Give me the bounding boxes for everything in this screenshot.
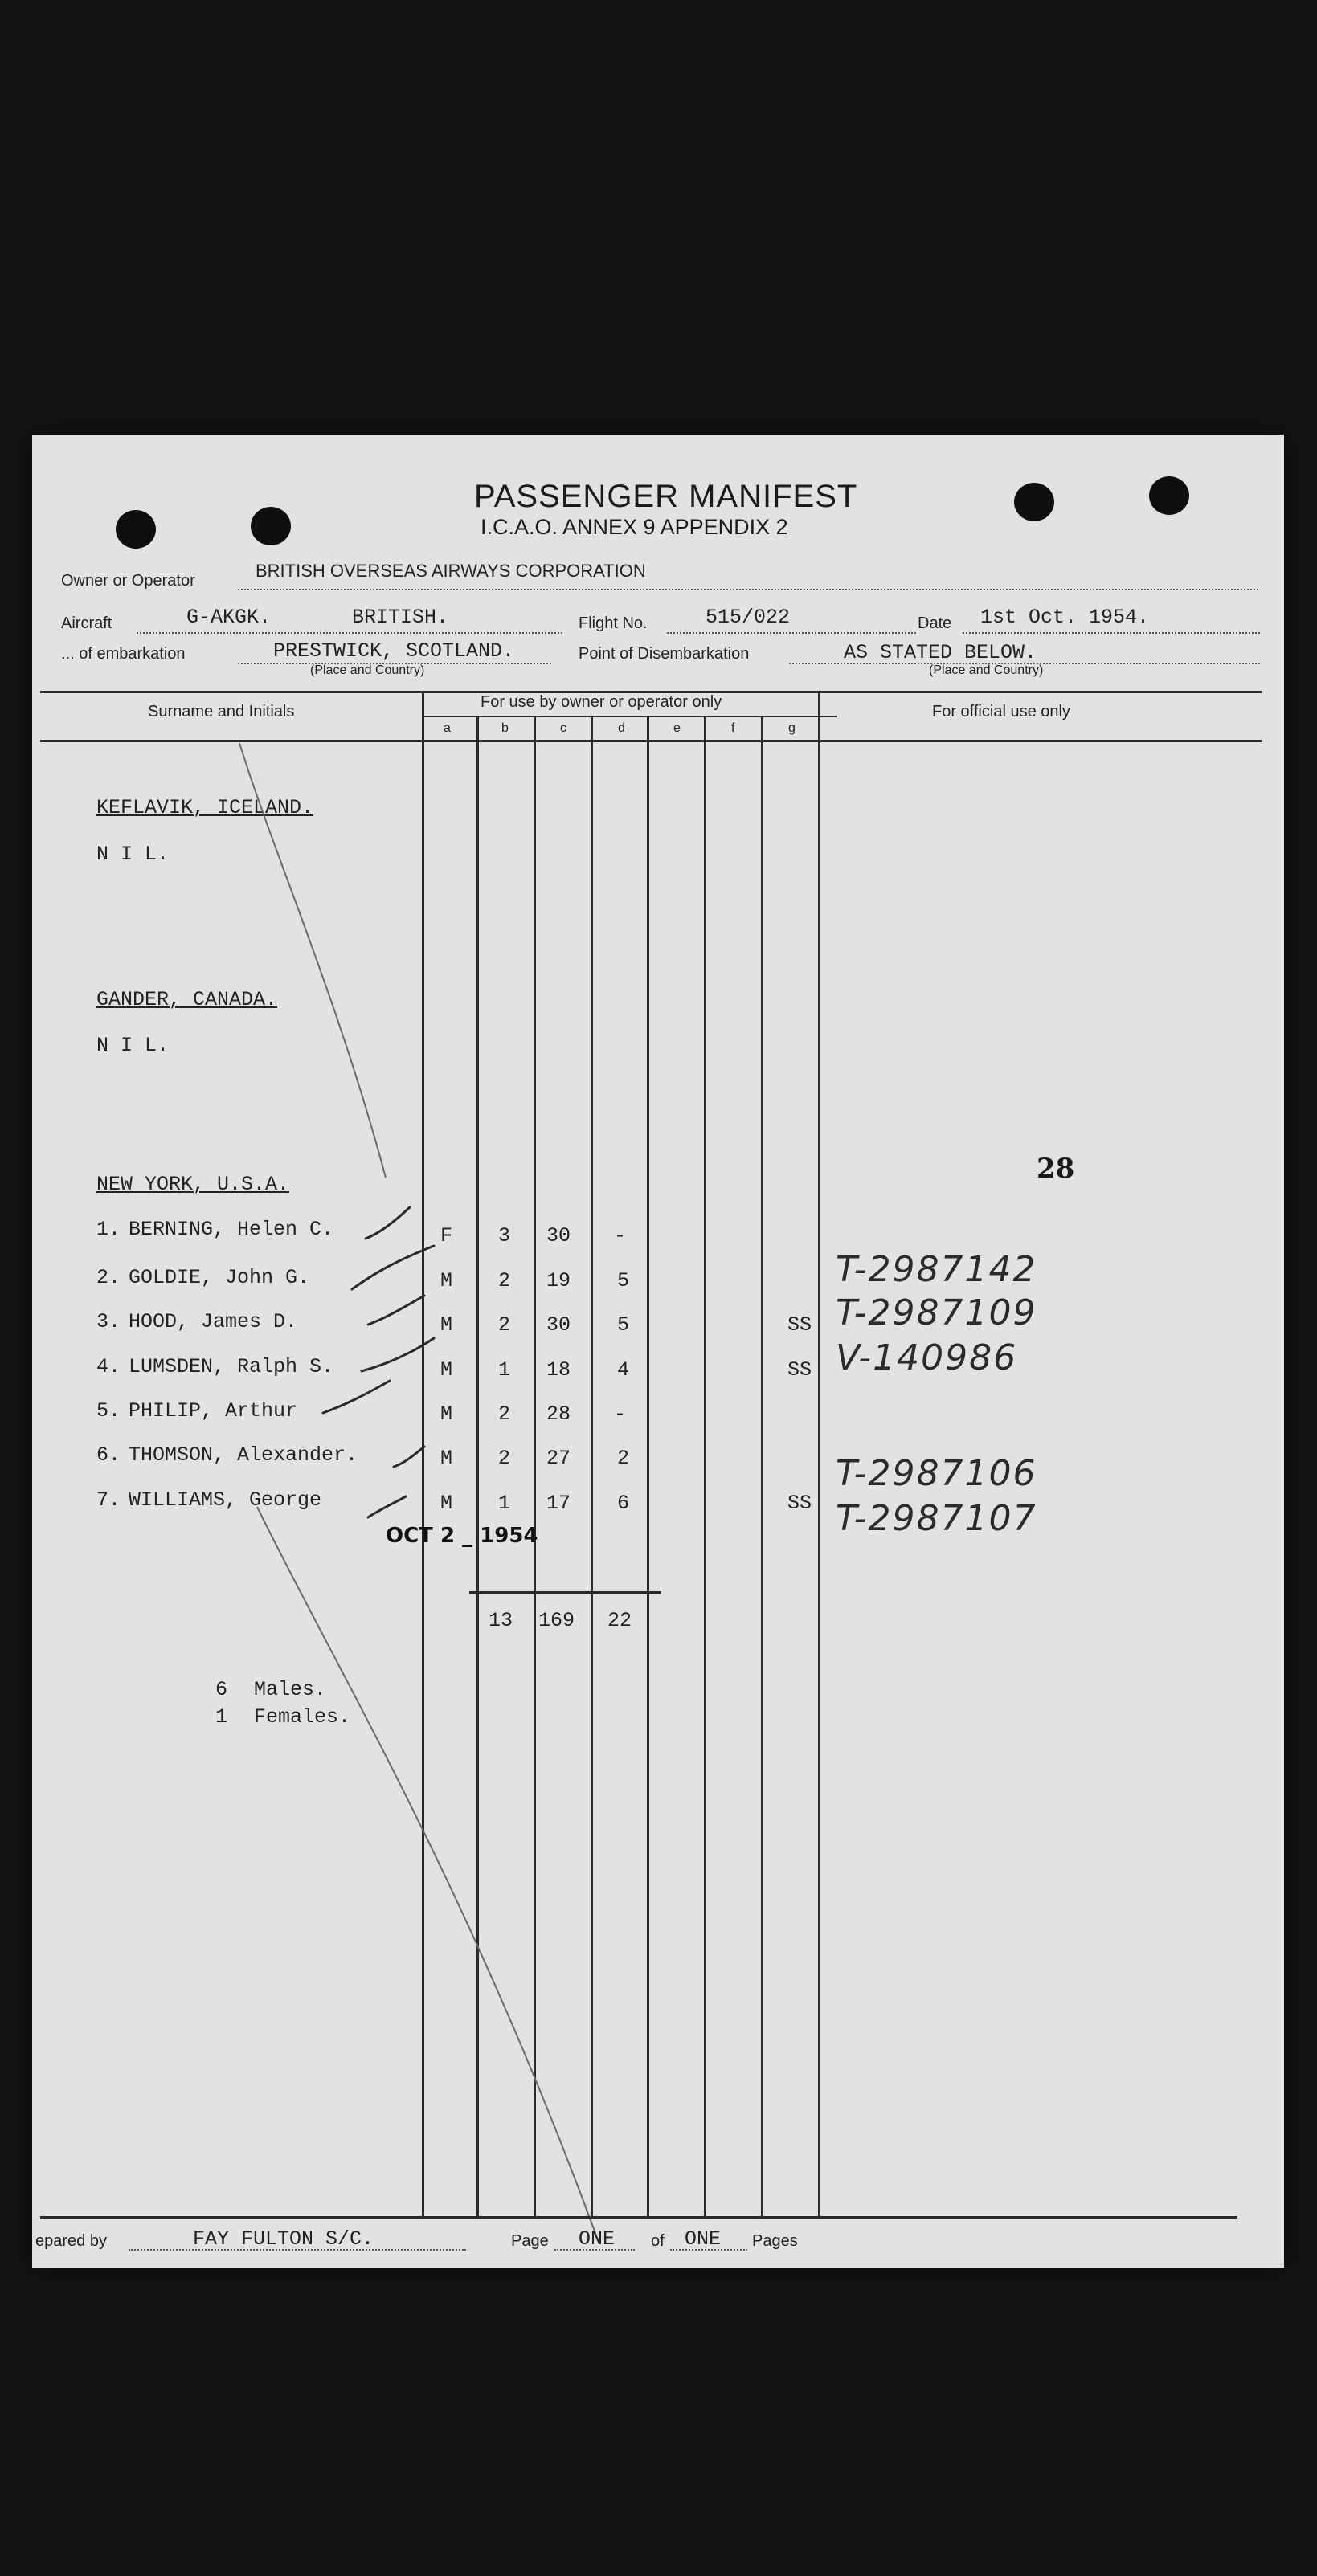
- manifest-subtitle: I.C.A.O. ANNEX 9 APPENDIX 2: [481, 515, 788, 539]
- check-mark: [368, 1496, 406, 1517]
- prepared-by-label: epared by: [35, 2232, 107, 2250]
- punch-hole: [251, 507, 291, 545]
- section-note-keflavik: N I L.: [96, 843, 170, 866]
- section-heading-keflavik: KEFLAVIK, ICELAND.: [96, 796, 314, 819]
- column-letter-b: b: [501, 721, 509, 735]
- aircraft-registration: G-AKGK.: [186, 606, 272, 629]
- passenger-number: 1.: [96, 1218, 121, 1241]
- passenger-col-c: 19: [546, 1269, 571, 1292]
- official-reference: T-2987109: [836, 1292, 1037, 1333]
- passenger-number: 7.: [96, 1488, 121, 1512]
- passenger-number: 5.: [96, 1399, 121, 1423]
- passenger-col-b: 2: [498, 1402, 511, 1426]
- total-col-d: 22: [607, 1609, 632, 1632]
- passenger-name: WILLIAMS, George: [129, 1488, 322, 1512]
- flight-value: 515/022: [706, 606, 791, 629]
- aircraft-label: Aircraft: [61, 614, 112, 632]
- operator-header-rule: [424, 716, 837, 717]
- passenger-number: 3.: [96, 1310, 121, 1333]
- section-note-gander: N I L.: [96, 1034, 170, 1057]
- aircraft-nationality: BRITISH.: [352, 606, 449, 629]
- males-label: Males.: [254, 1678, 327, 1701]
- passenger-col-d: -: [614, 1402, 627, 1426]
- surname-header: Surname and Initials: [148, 703, 295, 721]
- official-use-header: For official use only: [932, 703, 1070, 721]
- section-heading-gander: GANDER, CANADA.: [96, 988, 278, 1011]
- passenger-sex: M: [440, 1358, 453, 1382]
- passenger-col-d: 6: [617, 1492, 630, 1515]
- pages-label: Pages: [752, 2232, 798, 2250]
- operator-use-header: For use by owner or operator only: [481, 693, 722, 711]
- column-rule: [534, 716, 536, 2216]
- passenger-sex: M: [440, 1402, 453, 1426]
- column-rule: [761, 716, 763, 2216]
- passenger-col-b: 2: [498, 1313, 511, 1337]
- passenger-name: THOMSON, Alexander.: [129, 1443, 358, 1467]
- passenger-col-g: SS: [787, 1358, 812, 1382]
- check-mark: [323, 1381, 390, 1413]
- date-value: 1st Oct. 1954.: [980, 606, 1150, 629]
- column-rule: [591, 716, 593, 2216]
- check-mark: [366, 1207, 410, 1239]
- passenger-col-b: 1: [498, 1358, 511, 1382]
- passenger-number: 4.: [96, 1355, 121, 1378]
- passenger-name: LUMSDEN, Ralph S.: [129, 1355, 334, 1378]
- passenger-col-d: 5: [617, 1313, 630, 1337]
- passenger-name: GOLDIE, John G.: [129, 1266, 310, 1289]
- check-mark: [368, 1296, 424, 1325]
- owner-dotted-line: [238, 589, 1258, 590]
- date-dotted-line: [963, 632, 1260, 634]
- passenger-col-b: 2: [498, 1447, 511, 1470]
- total-col-c: 169: [538, 1609, 575, 1632]
- passenger-col-c: 27: [546, 1447, 571, 1470]
- column-rule: [476, 716, 479, 2216]
- column-rule: [647, 716, 649, 2216]
- females-count: 1: [215, 1705, 228, 1729]
- column-rule: [422, 693, 424, 2216]
- passenger-col-b: 2: [498, 1269, 511, 1292]
- embarkation-caption: (Place and Country): [310, 663, 425, 677]
- column-letter-d: d: [618, 721, 625, 735]
- table-bottom-rule: [40, 2216, 1237, 2219]
- punch-hole: [1014, 483, 1054, 521]
- owner-label: Owner or Operator: [61, 572, 195, 590]
- column-rule: [818, 693, 820, 2216]
- date-stamp: OCT 2 _ 1954: [386, 1524, 538, 1548]
- column-letter-a: a: [444, 721, 451, 735]
- column-letter-g: g: [788, 721, 796, 735]
- passenger-number: 2.: [96, 1266, 121, 1289]
- disembarkation-label: Point of Disembarkation: [579, 645, 750, 663]
- punch-hole: [116, 510, 156, 549]
- official-reference: V-140986: [836, 1337, 1018, 1378]
- disembarkation-value: AS STATED BELOW.: [844, 641, 1037, 664]
- table-header-rule: [40, 740, 1262, 742]
- column-letter-c: c: [560, 721, 566, 735]
- passenger-name: HOOD, James D.: [129, 1310, 298, 1333]
- passenger-col-d: 5: [617, 1269, 630, 1292]
- disembarkation-caption: (Place and Country): [929, 663, 1044, 677]
- passenger-name: BERNING, Helen C.: [129, 1218, 334, 1241]
- passenger-col-g: SS: [787, 1313, 812, 1337]
- official-reference: T-2987142: [836, 1249, 1037, 1290]
- passenger-sex: M: [440, 1447, 453, 1470]
- official-reference: T-2987106: [836, 1453, 1037, 1494]
- column-letter-e: e: [673, 721, 681, 735]
- passenger-number: 6.: [96, 1443, 121, 1467]
- passenger-sex: M: [440, 1313, 453, 1337]
- passenger-col-d: 4: [617, 1358, 630, 1382]
- aircraft-dotted-line: [137, 632, 562, 634]
- embarkation-label: ... of embarkation: [61, 645, 186, 663]
- owner-value: BRITISH OVERSEAS AIRWAYS CORPORATION: [256, 561, 646, 581]
- passenger-col-c: 17: [546, 1492, 571, 1515]
- prepared-by-value: FAY FULTON S/C.: [193, 2227, 374, 2251]
- passenger-col-d: -: [614, 1224, 627, 1247]
- passenger-col-d: 2: [617, 1447, 630, 1470]
- passenger-sex: M: [440, 1492, 453, 1515]
- passenger-col-c: 30: [546, 1224, 571, 1247]
- total-col-b: 13: [489, 1609, 513, 1632]
- passenger-col-g: SS: [787, 1492, 812, 1515]
- females-label: Females.: [254, 1705, 351, 1729]
- column-letter-f: f: [731, 721, 735, 735]
- of-label: of: [651, 2232, 665, 2250]
- passenger-col-b: 3: [498, 1224, 511, 1247]
- punch-hole: [1149, 476, 1189, 515]
- flight-dotted-line: [667, 632, 916, 634]
- passenger-col-c: 30: [546, 1313, 571, 1337]
- flight-label: Flight No.: [579, 614, 648, 632]
- page-label: Page: [511, 2232, 549, 2250]
- of-value: ONE: [685, 2227, 722, 2251]
- passenger-col-c: 18: [546, 1358, 571, 1382]
- passenger-sex: F: [440, 1224, 453, 1247]
- official-reference: T-2987107: [836, 1498, 1037, 1539]
- totals-rule: [469, 1591, 661, 1594]
- check-mark: [394, 1447, 424, 1467]
- passenger-name: PHILIP, Arthur: [129, 1399, 298, 1423]
- section-heading-new-york: NEW YORK, U.S.A.: [96, 1173, 290, 1196]
- page-number: 28: [1037, 1153, 1075, 1185]
- passenger-sex: M: [440, 1269, 453, 1292]
- passenger-col-c: 28: [546, 1402, 571, 1426]
- embarkation-value: PRESTWICK, SCOTLAND.: [273, 639, 515, 663]
- date-label: Date: [918, 614, 952, 632]
- passenger-col-b: 1: [498, 1492, 511, 1515]
- page-value: ONE: [579, 2227, 616, 2251]
- column-rule: [704, 716, 706, 2216]
- manifest-title: PASSENGER MANIFEST: [474, 479, 858, 514]
- males-count: 6: [215, 1678, 228, 1701]
- manifest-sheet: [32, 435, 1284, 2268]
